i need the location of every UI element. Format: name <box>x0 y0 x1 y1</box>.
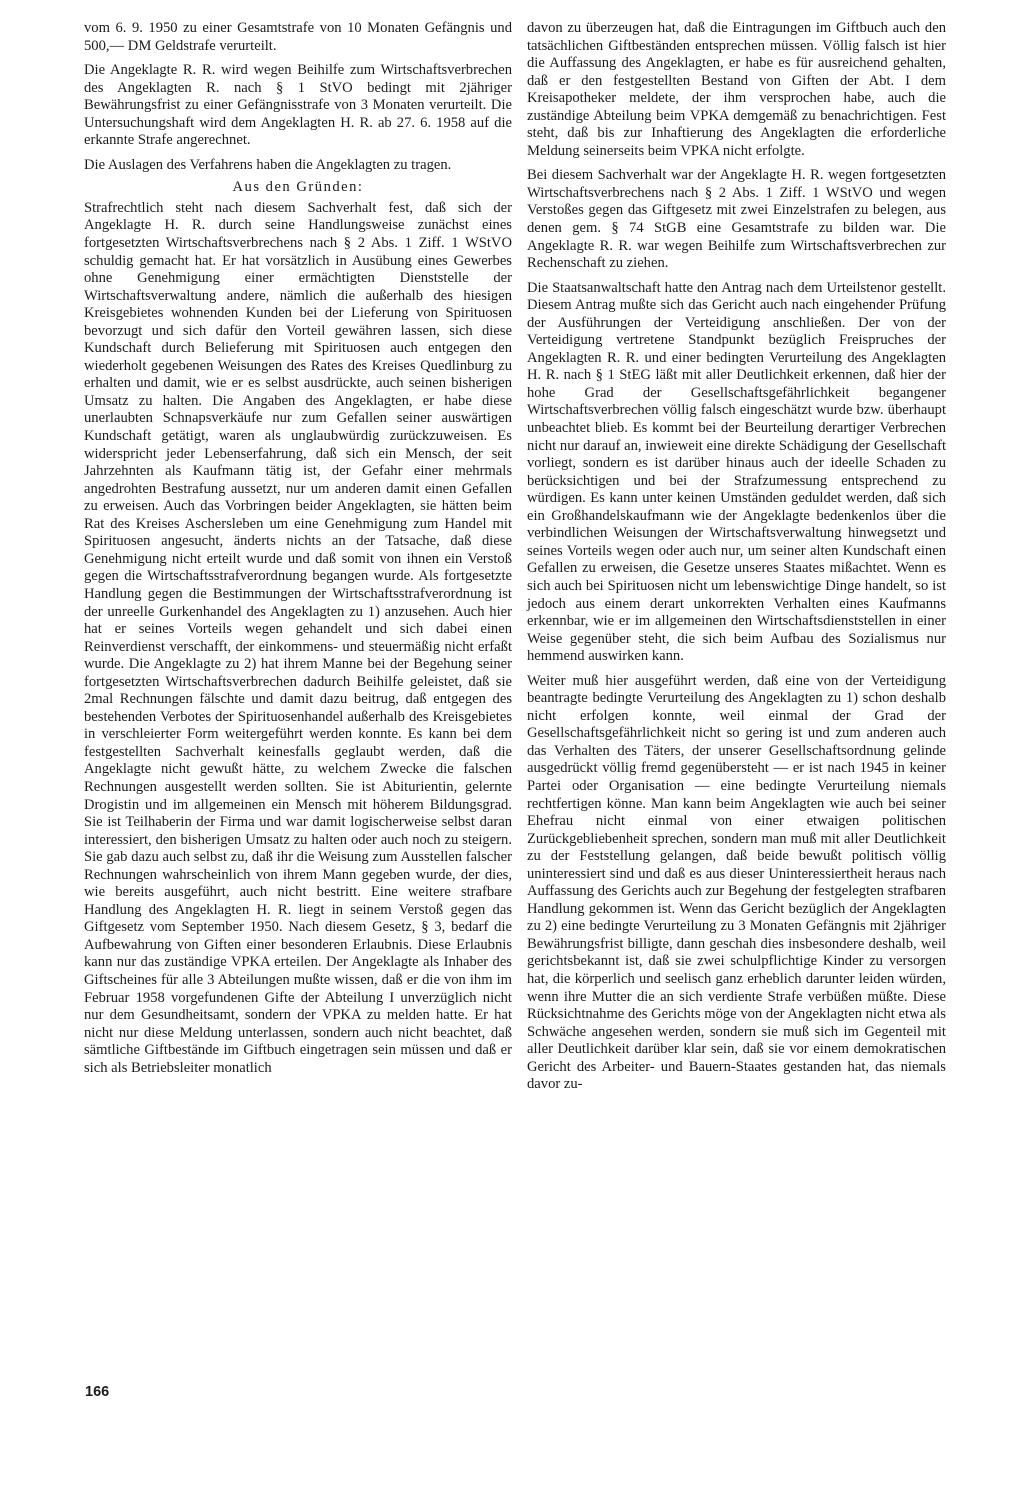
left-column <box>84 20 512 1077</box>
section-heading: Aus den Gründen: <box>232 179 364 196</box>
paragraph-reasons: Strafrechtlich steht nach diesem Sachverhalt fest, daß sich der Angeklagte H. R. durch seine Handlungsweise zunächst eines fortgesetzten Wirtschaftsverbrechens nach § 2 Abs. 1 Ziff. 1 WStVO schuldig gemacht hat. Er hat vorsätzlich in Ausübung eines Gewerbes ohne Genehmigung einer ermächtigten Dienststelle der Wirtschaftsverwaltung andere, nämlich die außerhalb des hiesigen Kreisgebietes wohnenden Kunden bei der Lieferung von Spirituosen bevorzugt und sich dafür den Vorteil gewähren lassen, sich diese Kundschaft durch Belieferung mit Spirituosen auch entgegen den wiederholt gegebenen Weisungen des Rates des Kreises Quedlinburg zu erhalten und damit, wie er es selbst ausdrückte, auch seinen bisherigen Umsatz zu halten. Die Angaben des Angeklagten, er habe diese unerlaubten Schnapsverkäufe nur zum Gefallen seiner auswärtigen Kundschaft getätigt, waren als unglaubwürdig zurückzuweisen. Es widerspricht jeder Lebenserfahrung, daß sich ein Mensch, der seit Jahrzehnten als Kaufmann tätig ist, der Gefahr einer mehrmals angedrohten Bestrafung aussetzt, nur um anderen damit einen Gefallen zu erweisen. Auch das Vorbringen beider Angeklagten, sie hätten beim Rat des Kreises Aschersleben um eine Genehmigung zum Handel mit Spirituosen angesucht, änderts nichts an der Tatsache, daß diese Genehmigung nicht erteilt wurde und daß somit von ihnen ein Verstoß gegen die Wirtschaftsstrafverordnung begangen wurde. Als fortgesetzte Handlung gegen die Bestimmungen der Wirtschaftsstrafverordnung ist der unreelle Gurkenhandel des Angeklagten zu 1) anzusehen. Auch hier hat er seines Vorteils wegen gehandelt und sich dabei einen Reinverdienst verschafft, der einkommens- und steuermäßig nicht erfaßt wurde. Die Angeklagte zu 2) hat ihrem Manne bei der Begehung seiner fortgesetzten Wirtschaftsverbrechen dadurch Beihilfe geleistet, daß sie 2mal Rechnungen fälschte und damit dazu beitrug, daß entgegen des bestehenden Verbotes der Spirituosenhandel außerhalb des Kreisgebietes in verschleierter Form weitergeführt werden konnte. Es kann bei dem festgestellten Sachverhalt keinesfalls geglaubt werden, daß die Angeklagte nicht gewußt hätte, zu welchem Zwecke die falschen Rechnungen ausgestellt werden sollten. Sie ist Abiturientin, gelernte Drogistin und im allgemeinen ein Mensch mit höherem Bildungsgrad. Sie ist Teilhaberin der Firma und war damit logischerweise selbst daran interessiert, den bisherigen Umsatz zu halten oder auch noch zu steigern. Sie gab dazu auch selbst zu, daß ihr die Weisung zum Ausstellen falscher Rechnungen wahrscheinlich von ihrem Mann gegeben wurde, der dies, wie bereits ausgeführt, auch nicht bestritt. Eine weitere strafbare Handlung des Angeklagten H. R. liegt in seinem Verstoß gegen das Giftgesetz vom September 1950. Nach diesem Gesetz, § 3, bedarf die Aufbewahrung von Giften einer besonderen Erlaubnis. Diese Erlaubnis kann nur das zuständige VPKA erteilen. Der Angeklagte als Inhaber des Giftscheines für alle 3 Abteilungen mußte wissen, daß er die von ihm im Februar 1958 vorgefundenen Gifte der Abteilung I unverzüglich nicht nur dem Gesundheitsamt, sondern der VPKA zu melden hatte. Er hat nicht nur diese Meldung unterlassen, sondern auch nicht beachtet, daß sämtliche Giftbestände im Giftbuch eingetragen sein müssen und daß er sich als Betriebsleiter monatlich <box>84 199 512 1076</box>
paragraph-verdict-basis: Bei diesem Sachverhalt war der Angeklagte H. R. wegen fortgesetzten Wirtschaftsverbrechens nach § 2 Abs. 1 Ziff. 1 WStVO und wegen Verstoßes gegen das Giftgesetz mit zwei Einzelstrafen zu belegen, aus denen gem. § 74 StGB eine Gesamtstrafe zu bilden war. Die Angeklagte R. R. war wegen Beihilfe zum Wirtschaftsverbrechen zur Rechenschaft zu ziehen. <box>527 167 946 272</box>
paragraph-sentence-wife: Die Angeklagte R. R. wird wegen Beihilfe zum Wirtschaftsverbrechen des Angeklagten R. nach § 1 StVO bedingt mit 2jähriger Bewährungsfrist zu einer Gefängnisstrafe von 3 Monaten verurteilt. Die Untersuchungshaft wird dem Angeklagten H. R. ab 27. 6. 1958 auf die erkannte Strafe angerechnet. <box>84 62 512 149</box>
paragraph-poison-book: davon zu überzeugen hat, daß die Eintragungen im Giftbuch auch den tatsächlichen Giftbeständen entsprechen müssen. Völlig falsch ist hier die Auffassung des Angeklagten, er habe es für ausreichend gehalten, daß er den festgestellten Bestand von Giften der Abt. I dem Kreisapotheker meldete, der ihm versprochen habe, auch die zuständige Abteilung beim VPKA demgemäß zu benachrichtigen. Fest steht, daß bis zur Inhaftierung des Angeklagten die erforderliche Meldung seinerseits beim VPKA nicht erfolgte. <box>527 20 946 159</box>
paragraph-conditional-sentence: Weiter muß hier ausgeführt werden, daß eine von der Verteidigung beantragte bedingte Verurteilung des Angeklagten zu 1) schon deshalb nicht erfolgen konnte, weil einmal der Grad der Gesellschaftsgefährlichkeit nicht so gering ist und zum anderen auch das Verhalten des Täters, der unserer Gesellschaftsordnung gelinde ausgedrückt völlig fremd gegenübersteht — er ist nach 1945 in keiner Partei oder Organisation — eine bedingte Verurteilung niemals rechtfertigen könne. Man kann beim Angeklagten wie auch bei seiner Ehefrau nicht einmal von einer etwaigen politischen Zurückgebliebenheit sprechen, sondern man muß mit aller Deutlichkeit zu der Feststellung gelangen, daß beide bewußt politisch völlig uninteressiert sind und daß es aus dieser Uninteressiertheit heraus nach Auffassung des Gerichts auch zur Begehung der festgelegten strafbaren Handlung gekommen ist. Wenn das Gericht bezüglich der Angeklagten zu 2) eine bedingte Verurteilung zu 3 Monaten Gefängnis mit 2jähriger Bewährungsfrist billigte, dann geschah dies insbesondere deshalb, weil gerichtsbekannt ist, daß sie zwei schulpflichtige Kinder zu versorgen hat, die körperlich und seelisch ganz erheblich darunter leiden würden, wenn ihre Mutter die an sich verdiente Strafe verbüßen müßte. Diese Rücksichtnahme des Gerichts möge von der Angeklagten nicht etwa als Schwäche angesehen werden, sondern sie muß sich im Gegenteil mit aller Deutlichkeit darüber klar sein, daß sie vor einem demokratischen Gericht des Arbeiter- und Bauern-Staates gestanden hat, das niemals davor zu- <box>527 672 946 1093</box>
paragraph-prosecution: Die Staatsanwaltschaft hatte den Antrag nach dem Urteilstenor gestellt. Diesem Antrag mußte sich das Gericht auch nach eingehender Prüfung der Ausführungen der Verteidigung anschließen. Der von der Verteidigung vertretene Standpunkt bezüglich Freispruches der Angeklagten R. R. und einer bedingten Verurteilung des Angeklagten H. R. nach § 1 StEG läßt mit aller Deutlichkeit erkennen, daß hier der hohe Grad der Gesellschaftsgefährlichkeit begangener Wirtschaftsverbrechen völlig falsch eingeschätzt wurde bzw. überhaupt unbeachtet blieb. Es kommt bei der Beurteilung derartiger Verbrechen nicht nur darauf an, inwieweit eine direkte Schädigung der Gesellschaft vorliegt, sondern es ist darüber hinaus auch der ideelle Schaden zu berücksichtigen und bei der Strafzumessung entsprechend zu würdigen. Es kann unter keinen Umständen geduldet werden, daß sich ein Großhandelskaufmann wie der Angeklagte bedenkenlos über die verbindlichen Weisungen der Wirtschaftsverwaltung hinwegsetzt und seines Vorteils wegen oder auch nur, um seiner alten Kundschaft einen Gefallen zu erweisen, die Gesetze unseres Staates mißachtet. Wenn es sich auch bei Spirituosen nicht um lebenswichtige Dinge handelt, so ist jedoch aus einem derart unkorrekten Verhalten eines Kaufmanns erkennbar, wie er im allgemeinen den Wirtschaftsdienststellen in einer Weise gegenüber steht, die sich beim Aufbau des Sozialismus nur hemmend auswirken kann. <box>527 279 946 665</box>
page-number: 166 <box>85 1384 110 1400</box>
paragraph-sentence-end: vom 6. 9. 1950 zu einer Gesamtstrafe von 10 Monaten Gefängnis und 500,— DM Geldstrafe verurteilt. <box>84 20 512 54</box>
paragraph-costs: Die Auslagen des Verfahrens haben die Angeklagten zu tragen. <box>84 156 452 173</box>
right-column <box>527 20 946 1094</box>
